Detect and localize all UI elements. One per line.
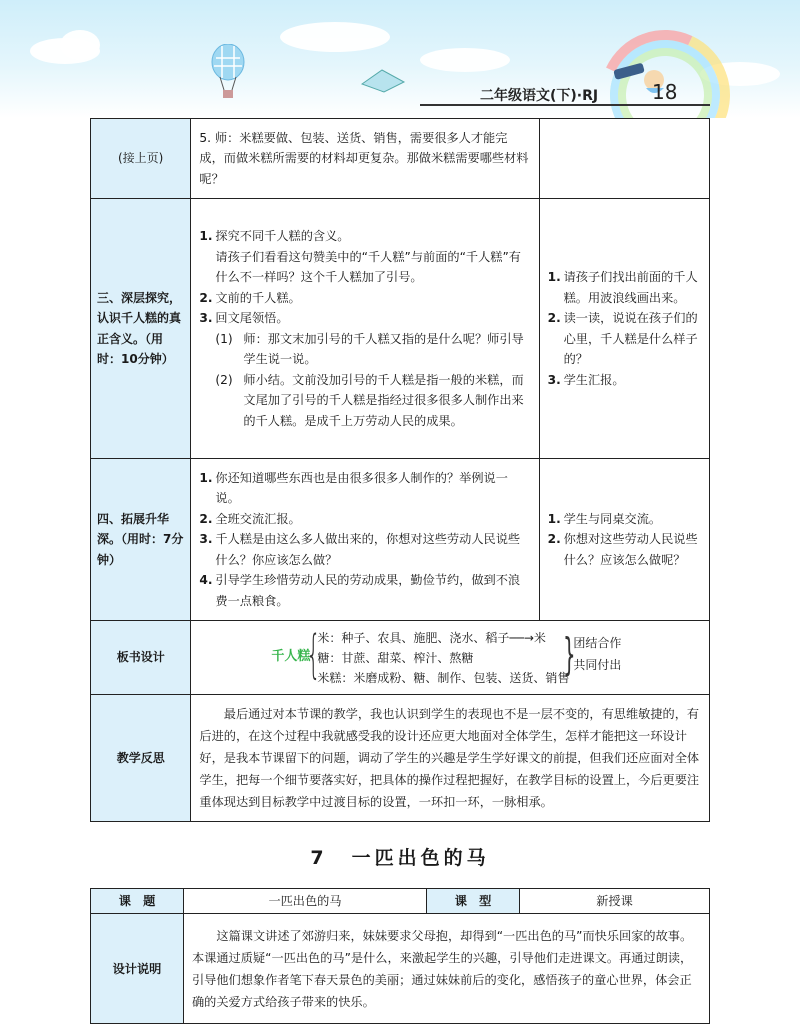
teacher-item: 1. 探究不同千人糕的含义。: [199, 229, 350, 243]
table-row: [91, 889, 710, 914]
stage-label: (接上页): [118, 151, 164, 166]
teacher-item: 2. 全班交流汇报。: [199, 511, 301, 526]
page-number: 18: [652, 80, 678, 104]
lesson-name: 一匹出色的马: [351, 847, 490, 869]
teacher-item: 2. 文前的千人糕。: [199, 290, 301, 305]
table-row: [91, 621, 710, 695]
header-banner: [0, 0, 800, 118]
cloud-decoration: [60, 30, 100, 60]
table-row: [91, 914, 710, 1024]
board-keyword: 千人糕: [271, 648, 311, 664]
stage-cell: [91, 199, 191, 459]
teacher-cell: [191, 459, 539, 621]
kite-icon: [360, 66, 406, 96]
type-label: 课 型: [427, 889, 520, 914]
topic-value: 一匹出色的马: [184, 889, 427, 914]
student-item: 3. 学生汇报。: [547, 372, 625, 387]
board-design-cell: [191, 621, 710, 695]
left-brace-icon: {: [306, 624, 322, 685]
board-line: 米：种子、农具、施肥、浇水、稻子──→米: [317, 630, 546, 645]
type-value: 新授课: [520, 889, 710, 914]
book-label: 二年级语文(下)·RJ: [480, 88, 599, 104]
lesson-title: [0, 843, 800, 870]
teacher-cell: [191, 199, 539, 459]
board-result: 团结合作: [573, 635, 622, 650]
student-item: 1. 请孩子们找出前面的千人糕。用波浪线画出来。: [547, 270, 698, 305]
teacher-item: 5. 师：米糕要做、包装、送货、销售，需要很多人才能完成，而做米糕所需要的材料却更复杂。那做米糕需要哪些材料呢？: [199, 130, 529, 186]
table-row: [91, 695, 710, 822]
teacher-item: 1. 你还知道哪些东西也是由很多很多人制作的？举例说一说。: [199, 470, 508, 506]
student-cell: [539, 199, 709, 459]
lesson-info-table: [90, 888, 710, 1024]
cloud-decoration: [280, 22, 390, 52]
teacher-item: 3. 千人糕是由这么多人做出来的，你想对这些劳动人民说些什么？你应该怎么做？: [199, 532, 521, 567]
cloud-decoration: [420, 48, 510, 72]
table-row: [91, 119, 710, 199]
teacher-subitem: (2) 师小结。文前没加引号的千人糕是指一般的米糕，而文尾加了引号的千人糕是指经过很多很多人制作出来的千人糕。是成千上万劳动人民的成果。: [215, 372, 524, 428]
board-line: 糖：甘蔗、甜菜、榨汁、熬糖: [317, 650, 474, 665]
lesson-plan-table: [90, 118, 710, 822]
design-label: 设计说明: [91, 914, 184, 1024]
student-cell: [539, 459, 709, 621]
student-item: 1. 学生与同桌交流。: [547, 511, 662, 526]
student-cell: [539, 119, 709, 199]
reflection-label: 教学反思: [116, 750, 165, 765]
teacher-item: 4. 引导学生珍惜劳动人民的劳动成果，勤俭节约，做到不浪费一点粮食。: [199, 573, 521, 608]
table-row: [91, 199, 710, 459]
teacher-item: 3. 回文尾领悟。: [199, 311, 289, 325]
stage-label: 四、拓展升华深。（用时：7分钟）: [97, 511, 184, 567]
board-result: 共同付出: [573, 657, 622, 672]
board-label: 板书设计: [116, 650, 165, 665]
reflection-label-cell: [91, 695, 191, 822]
lesson-number: 7: [310, 847, 328, 869]
table-row: [91, 459, 710, 621]
student-item: 2. 你想对这些劳动人民说些什么？应该怎么做呢？: [547, 532, 698, 567]
teacher-cell: [191, 119, 539, 199]
topic-label: 课 题: [91, 889, 184, 914]
hot-air-balloon-icon: [210, 44, 246, 104]
reflection-text: 最后通过对本节课的教学，我也认识到学生的表现也不是一层不变的，有思维敏捷的，有后进的，在这个过程中我就感受我的设计还应更大地面对全体学生，怎样才能把这一环设计好，是我本节课留下的问题，调动了学生的兴趣是学生学好课文的前提，但我们还应面对全体学生，把每一个细节要落实好，把具体的操作过程把握好，在教学目标的设置上，今后更要注重体现达到目标教学中过渡目标的设置，一环扣一环，一脉相承。: [191, 695, 710, 822]
board-label-cell: [91, 621, 191, 695]
stage-cell: [91, 459, 191, 621]
student-item: 2. 读一读，说说在孩子们的心里，千人糕是什么样子的？: [547, 311, 698, 366]
teacher-item-detail: 请孩子们看看这句赞美中的“千人糕”与前面的“千人糕”有什么不一样吗？这个千人糕加了引号。: [215, 249, 521, 284]
teacher-subitem: (1) 师：那文末加引号的千人糕又指的是什么呢？师引导学生说一说。: [215, 331, 524, 366]
board-design: [191, 625, 709, 691]
stage-cell: [91, 119, 191, 199]
right-brace-icon: }: [563, 628, 576, 680]
stage-label: 三、深层探究，认识千人糕的真正含义。（用时：10分钟）: [97, 290, 182, 366]
design-text: 这篇课文讲述了郊游归来，妹妹要求父母抱，却得到“一匹出色的马”而快乐回家的故事。本课通过质疑“一匹出色的马”是什么，来激起学生的兴趣，引导他们走进课文。再通过朗读，引导他们想象作者笔下春天景色的美丽；通过妹妹前后的变化，感悟孩子的童心世界，体会正确的关爱方式给孩子带来的快乐。: [184, 914, 710, 1024]
board-line: 米糕：米磨成粉、糖、制作、包装、送货、销售: [317, 670, 570, 685]
